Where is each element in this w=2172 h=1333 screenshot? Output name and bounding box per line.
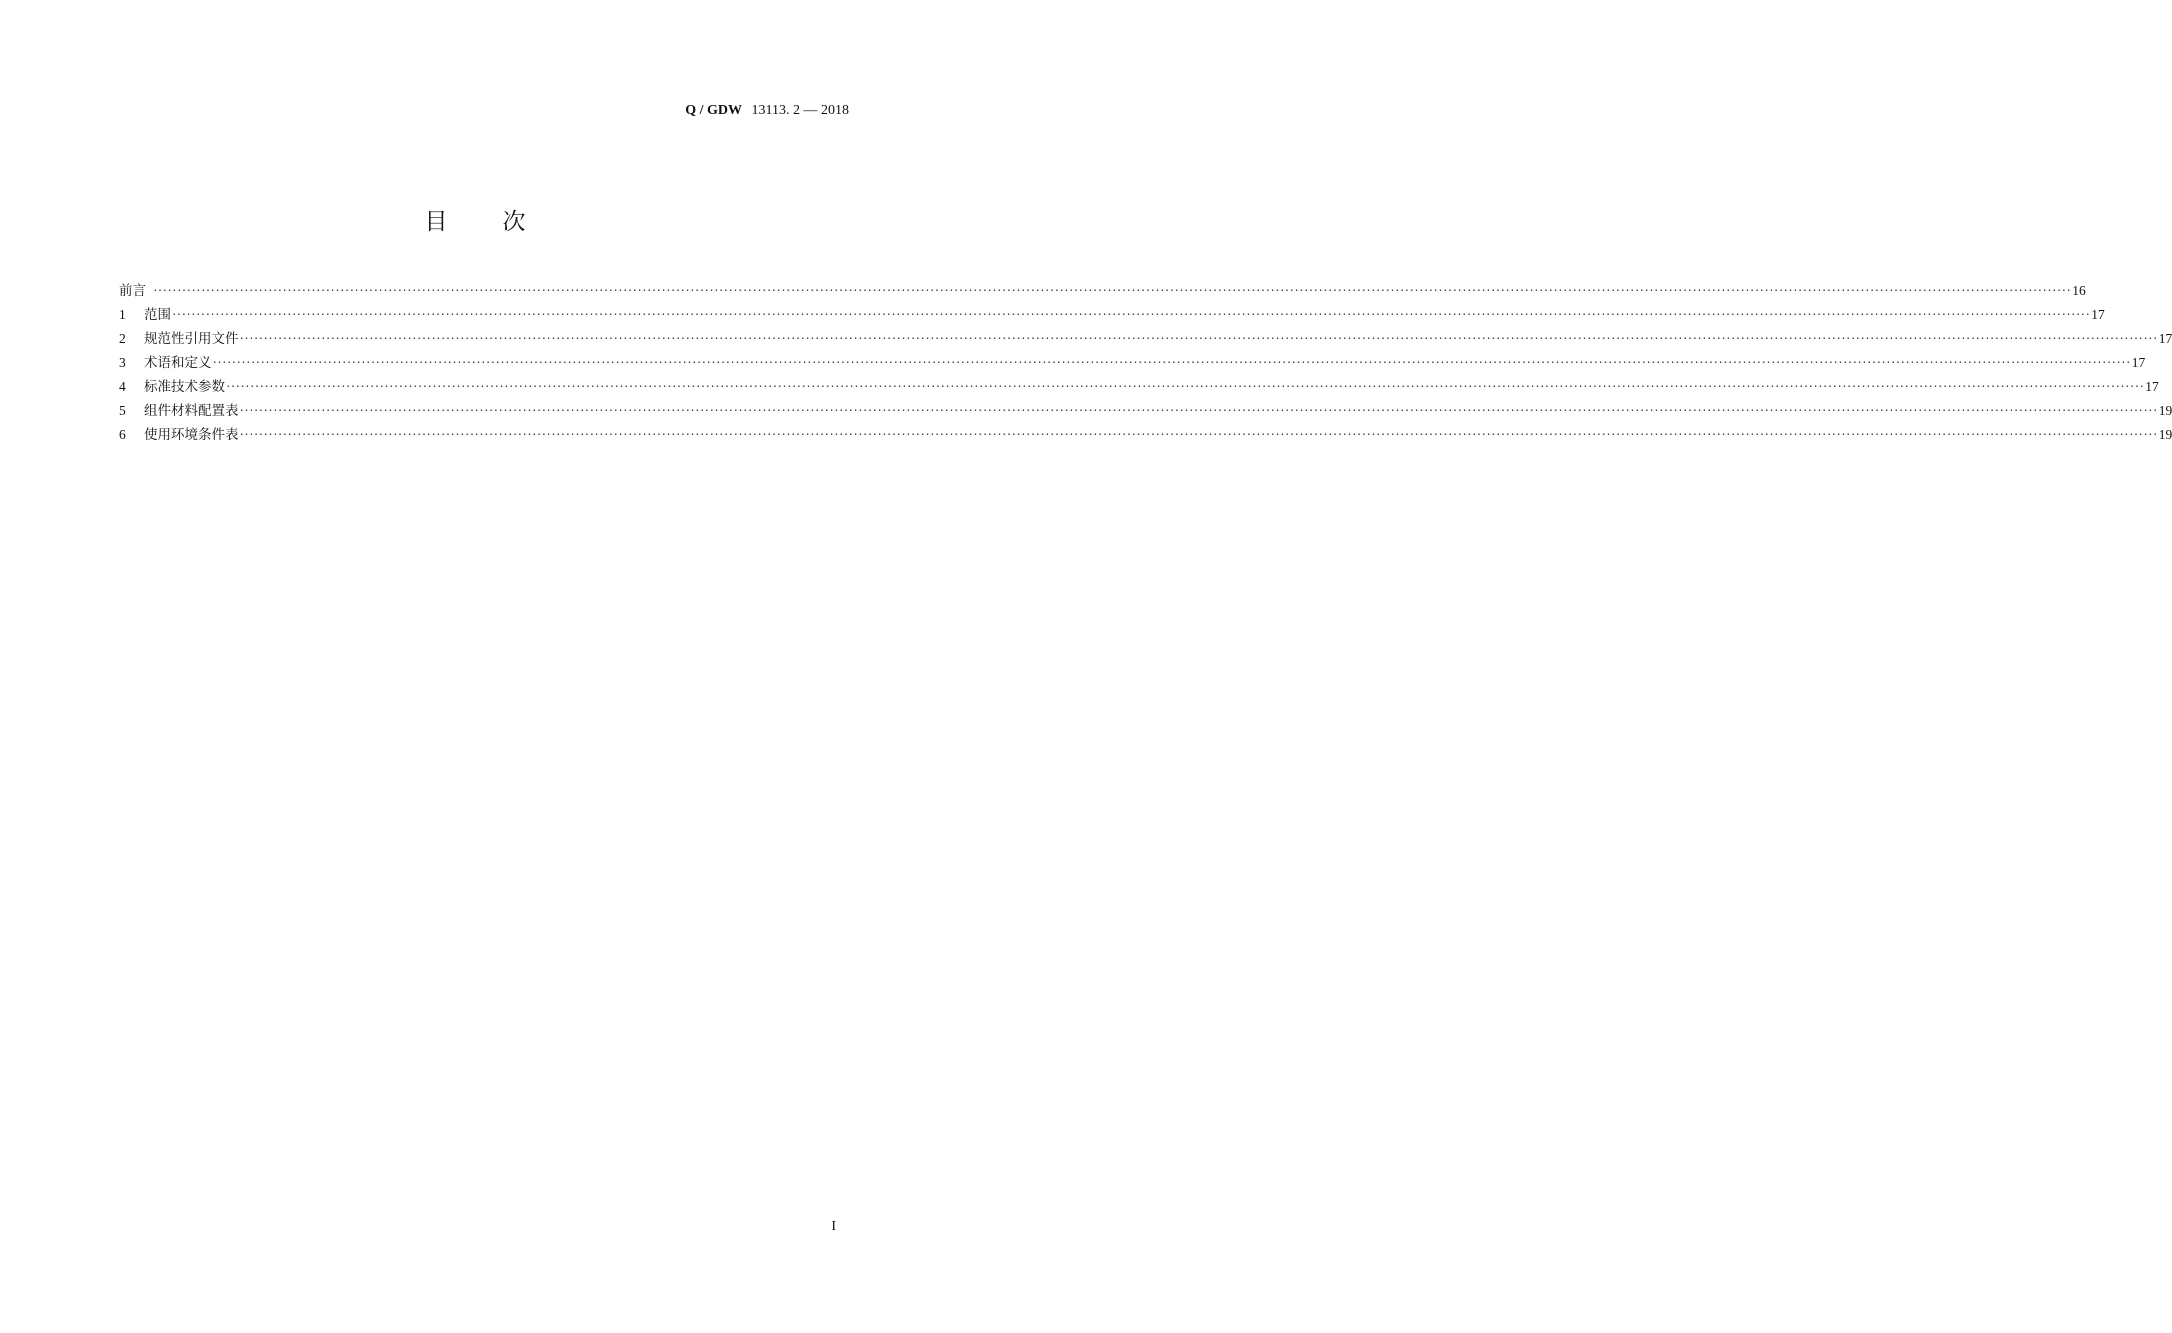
toc-entry-title: 规范性引用文件 (144, 331, 239, 347)
standard-number: 13113. 2 — 2018 (751, 103, 849, 118)
toc-entry-number: 4 (119, 379, 126, 394)
toc-leader-dots: ················································································································································································································································································································································································································ (212, 355, 2131, 370)
toc-entry-number: 3 (119, 355, 126, 370)
toc-leader-dots: ················································································································································································································································································································································································································ (239, 427, 2158, 442)
toc-entry-environment-conditions[interactable] (119, 423, 2172, 447)
toc-leader-dots: ················································································································································································································································································································································································································ (226, 379, 2145, 394)
toc-entry-component-materials[interactable] (119, 399, 2172, 423)
toc-entry-page: 17 (2131, 355, 2146, 370)
toc-entry-title: 标准技术参数 (144, 379, 225, 395)
toc-entry-number: 1 (119, 307, 126, 322)
toc-entry-technical-parameters[interactable] (119, 375, 2159, 399)
toc-entry-page: 17 (2145, 379, 2159, 394)
toc-leader-dots: ················································································································································································································································································································································································································ (172, 307, 2091, 322)
toc-entry-scope[interactable] (119, 303, 2105, 327)
toc-leader-dots: ················································································································································································································································································································································································································ (153, 283, 2072, 298)
page-title: 目次 (424, 209, 581, 235)
toc-entry-preface[interactable] (119, 279, 2086, 303)
toc-entry-title: 术语和定义 (144, 355, 212, 371)
toc-entry-title: 使用环境条件表 (144, 427, 239, 443)
toc-entry-normative-references[interactable] (119, 327, 2172, 351)
toc-entry-page: 19 (2158, 403, 2172, 418)
toc-entry-page: 19 (2158, 427, 2172, 442)
table-of-contents (119, 279, 2172, 447)
toc-entry-number: 6 (119, 427, 126, 442)
toc-entry-terms-definitions[interactable] (119, 351, 2146, 375)
toc-entry-number: 2 (119, 331, 126, 346)
toc-entry-page: 17 (2158, 331, 2172, 346)
toc-leader-dots: ················································································································································································································································································································································································································ (239, 331, 2158, 346)
page-number: I (831, 1219, 836, 1234)
toc-entry-title: 组件材料配置表 (144, 403, 239, 419)
toc-entry-title: 前言 (119, 283, 146, 299)
standard-header (685, 103, 849, 119)
toc-leader-dots: ················································································································································································································································································································································································································ (239, 403, 2158, 418)
toc-entry-page: 16 (2072, 283, 2086, 298)
toc-entry-title: 范围 (144, 307, 171, 323)
toc-entry-page: 17 (2091, 307, 2105, 322)
standard-code: Q / GDW (685, 103, 743, 118)
toc-entry-number: 5 (119, 403, 126, 418)
